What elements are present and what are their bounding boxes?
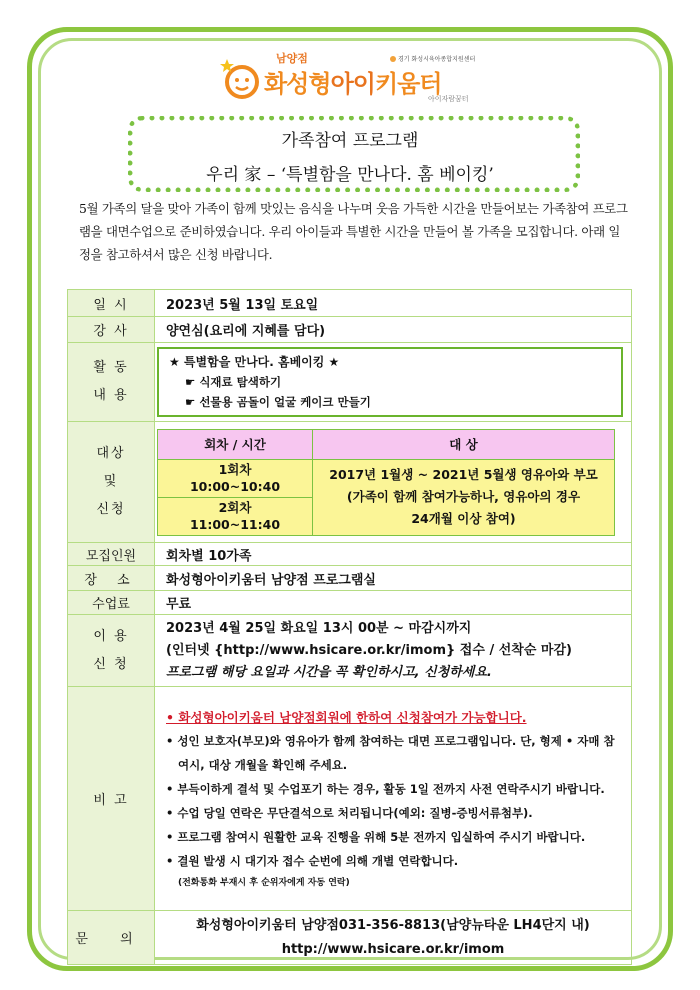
value-target	[155, 422, 632, 543]
activity-title: ★ 특별함을 만나다. 홈베이킹 ★	[169, 355, 340, 369]
brand-name: 화성형아이키움터	[264, 70, 442, 98]
label-instructor: 강 사	[68, 317, 155, 343]
label-date: 일 시	[68, 290, 155, 317]
row-contact	[68, 911, 632, 965]
row-target	[68, 422, 632, 543]
value-activity	[155, 343, 632, 422]
label-contact: 문 의	[68, 911, 155, 965]
value-date: 2023년 5월 13일 토요일	[155, 290, 632, 317]
page-subtitle: 우리 家 – ‘특별함을 만나다. 홈 베이킹’	[206, 165, 494, 185]
apply-period: 2023년 4월 25일 화요일 13시 00분 ~ 마감시까지	[166, 620, 472, 636]
row-activity	[68, 343, 632, 422]
row-apply	[68, 615, 632, 687]
schedule-table	[157, 429, 615, 536]
label-place: 장 소	[68, 566, 155, 591]
value-place: 화성형아이키움터 남양점 프로그램실	[155, 566, 632, 591]
schedule-header-time: 회차 / 시간	[158, 429, 313, 459]
note-small: (전화통화 부재시 후 순위자에게 자동 연락)	[178, 877, 350, 888]
activity-box	[157, 347, 623, 417]
info-table	[67, 289, 632, 965]
value-capacity: 회차별 10가족	[155, 543, 632, 566]
row-capacity	[68, 543, 632, 566]
target-description: 2017년 1월생 ~ 2021년 5월생 영유아와 부모 (가족이 함께 참여가능하나, 영유아의 경우 24개월 이상 참여)	[313, 459, 615, 535]
label-target: 대상 및 신청	[68, 422, 155, 543]
note-item: • 수업 당일 연락은 무단결석으로 처리됩니다(예외: 질병-증빙서류첨부).	[166, 805, 533, 820]
page-title: 가족참여 프로그램	[281, 131, 419, 151]
contact-phone: 화성형아이키움터 남양점031-356-8813(남양뉴타운 LH4단지 내)	[196, 917, 590, 933]
value-notes	[155, 687, 632, 911]
row-fee	[68, 591, 632, 615]
sun-face-icon	[218, 56, 262, 100]
tagline: 아이자람꿈터	[428, 95, 469, 103]
label-activity: 활 동 내 용	[68, 343, 155, 422]
apply-method: (인터넷 {http://www.hsicare.or.kr/imom} 접수 / 선착순 마감)	[166, 642, 572, 658]
value-fee: 무료	[155, 591, 632, 615]
note-item: • 부득이하게 결석 및 수업포기 하는 경우, 활동 1일 전까지 사전 연락주시기 바랍니다.	[166, 781, 605, 796]
session-2: 2회차 11:00~11:40	[158, 497, 313, 535]
member-only-notice: • 화성형아이키움터 남양점회원에 한하여 신청참여가 가능합니다.	[166, 709, 527, 725]
row-date	[68, 290, 632, 317]
label-capacity: 모집인원	[68, 543, 155, 566]
apply-notice: 프로그램 해당 요일과 시간을 꼭 확인하시고, 신청하세요.	[166, 664, 492, 680]
schedule-header-target: 대 상	[313, 429, 615, 459]
row-notes	[68, 687, 632, 911]
note-item: • 성인 보호자(부모)와 영유아가 함께 참여하는 대면 프로그램입니다. 단, 형제 • 자매 참여시, 대상 개월을 확인해 주세요.	[166, 733, 615, 772]
center-org: 경기 화성시육아종합지원센터	[390, 54, 475, 63]
label-fee: 수업료	[68, 591, 155, 615]
value-contact	[155, 911, 632, 965]
contact-url[interactable]: http://www.hsicare.or.kr/imom	[281, 941, 505, 957]
row-instructor	[68, 317, 632, 343]
branch-name: 남양점	[276, 52, 308, 65]
note-item: • 프로그램 참여시 원활한 교육 진행을 위해 5분 전까지 입실하여 주시기 바랍니다.	[166, 829, 586, 844]
value-apply	[155, 615, 632, 687]
label-apply: 이 용 신 청	[68, 615, 155, 687]
activity-item: ☛ 식재료 탐색하기	[185, 375, 282, 389]
activity-item: ☛ 선물용 곰돌이 얼굴 케이크 만들기	[185, 395, 371, 409]
session-1: 1회차 10:00~10:40	[158, 459, 313, 497]
logo	[218, 48, 498, 108]
intro-text: 5월 가족의 달을 맞아 가족이 함께 맛있는 음식을 나누며 웃음 가득한 시간을 만들어보는 가족참여 프로그램을 대면수업으로 준비하였습니다. 우리 아이들과 특별한 시간을 만들어 볼 가족을 모집합니다. 아래 일정을 참고하셔서 많은 신청 바랍니다.	[79, 201, 628, 262]
note-item: • 결원 발생 시 대기자 접수 순번에 의해 개별 연락합니다.	[166, 853, 459, 868]
value-instructor: 양연심(요리에 지혜를 담다)	[155, 317, 632, 343]
row-place	[68, 566, 632, 591]
label-notes: 비 고	[68, 687, 155, 911]
